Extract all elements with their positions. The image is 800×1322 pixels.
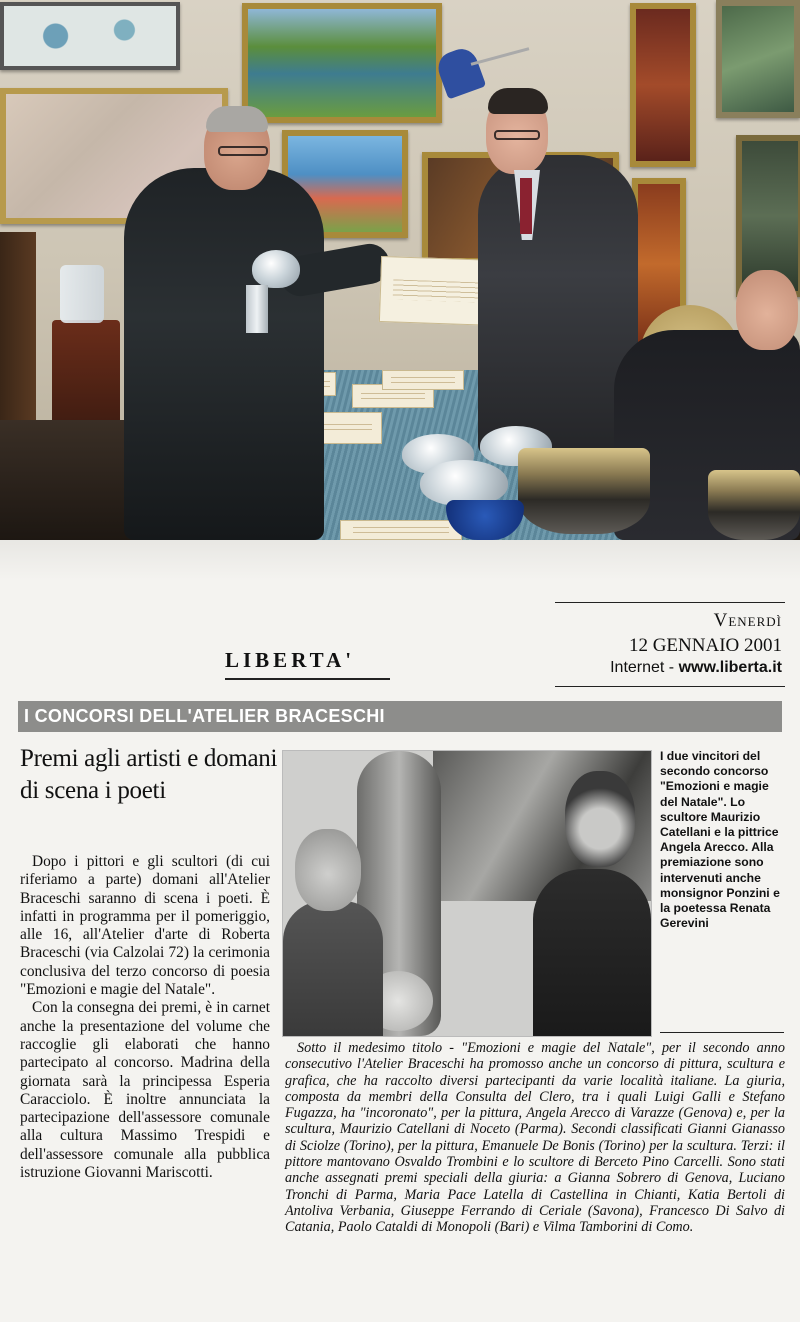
man-suit-glasses xyxy=(494,130,540,140)
certificate-table-3 xyxy=(382,370,464,390)
seated-priest-head xyxy=(736,270,798,350)
sculptor-body xyxy=(283,901,383,1036)
bowl-gold-2 xyxy=(708,470,800,540)
ceremony-photo xyxy=(0,0,800,540)
man-left-hair xyxy=(206,106,268,132)
section-title: I CONCORSI DELL'ATELIER BRACESCHI xyxy=(18,701,782,732)
painting-flowers xyxy=(0,2,180,70)
date-day: Venerdì xyxy=(713,610,782,631)
trophy-held xyxy=(252,250,300,288)
masthead-rule xyxy=(225,678,390,680)
bowl-gold-1 xyxy=(518,448,650,534)
date-full: 12 GENNAIO 2001 xyxy=(628,635,782,656)
man-suit-hair xyxy=(488,88,548,114)
date-rule-top xyxy=(555,602,785,603)
paragraph-1: Dopo i pittori e gli scultori (di cui riferiamo a parte) domani all'Atelier Braceschi saranno di scena i poeti. È infatti in programma per il pomeriggio, alle 16, all'Atelier d'arte di Roberta Braceschi (via Calzolai 72) la cerimonia conclusiva del terzo concorso di poesia "Emozioni e magie del Natale". xyxy=(20,853,270,999)
painting-green xyxy=(716,0,800,118)
paragraph-2: Con la consegna dei premi, è in carnet anche la presentazione del volume che raccoglie gli elaborati che hanno partecipato al concorso. Madrina della giornata sarà la principessa Esperia Caracciolo. È inoltre annunciata la partecipazione dell'assessore comunale alla cultura Massimo Trespidi e dell'assessore comunale alla pubblica istruzione Giovanni Mariscotti. xyxy=(20,999,270,1182)
article-body-left xyxy=(20,853,270,1182)
paper-fold xyxy=(0,540,800,580)
winners-photo xyxy=(282,750,652,1037)
headline: Premi agli artisti e domani di scena i poeti xyxy=(20,745,278,804)
painter-head xyxy=(565,771,635,867)
certificate-table-5 xyxy=(340,520,462,540)
photo-caption: I due vincitori del secondo concorso "Emozioni e magie del Natale". Lo scultore Maurizio Catellani e la pittrice Angela Arecco. Alla premiazione sono intervenuti anche monsignor Ponzini e la poetessa Renata Gerevini xyxy=(660,749,780,931)
painting-lake xyxy=(242,3,442,123)
web-url: www.liberta.it xyxy=(678,659,782,676)
caption-rule xyxy=(660,1032,784,1033)
article-body-wide: Sotto il medesimo titolo - "Emozioni e magie del Natale", per il secondo anno consecutivo l'Atelier Braceschi ha promosso anche un concorso di pittura, scultura e grafica, che ha raccolto diversi partecipanti da varie località italiane. La giuria, composta da membri della Consulta del Clero, tra i quali Luigi Galli e Stefano Fugazza, ha "incoronato", per la pittura, Angela Arecco di Varazze (Genova) e, per la scultura, Maurizio Catellani di Noceto (Parma). Secondi classificati Gianni Gianasso di Sciolze (Torino), per la pittura, Emanuele De Bonis (Torino) per la scultura. Terzi: il pittore mantovano Osvaldo Trombini e lo scultore di Berceto Pino Carcelli. Sono stati anche assegnati premi speciali della giuria: a Gianna Sobrero di Genova, Luciano Tronchi di Parma, Maria Pace Latella di Castellina in Chianti, Katia Bertoli di Antoliva Verbania, Giuseppe Ferrando di Ceriale (Savona), Francesco Di Salvo di Catania, Paolo Cataldi di Monopoli (Bari) e Vilma Tamborini di Como. xyxy=(285,1040,785,1236)
sculptor-head xyxy=(295,829,361,911)
painter-body xyxy=(533,869,651,1036)
web-address xyxy=(610,659,782,677)
trophy-stem xyxy=(246,285,268,333)
man-suit-tie xyxy=(520,178,532,234)
web-prefix: Internet - xyxy=(610,659,679,676)
man-left-glasses xyxy=(218,146,268,156)
painting-red-tall xyxy=(630,3,696,167)
bottles xyxy=(60,265,104,323)
newspaper-clipping xyxy=(0,540,800,1322)
newspaper-masthead: LIBERTA' xyxy=(225,648,356,672)
date-rule-bottom xyxy=(555,686,785,687)
man-dark-jacket xyxy=(124,168,324,540)
